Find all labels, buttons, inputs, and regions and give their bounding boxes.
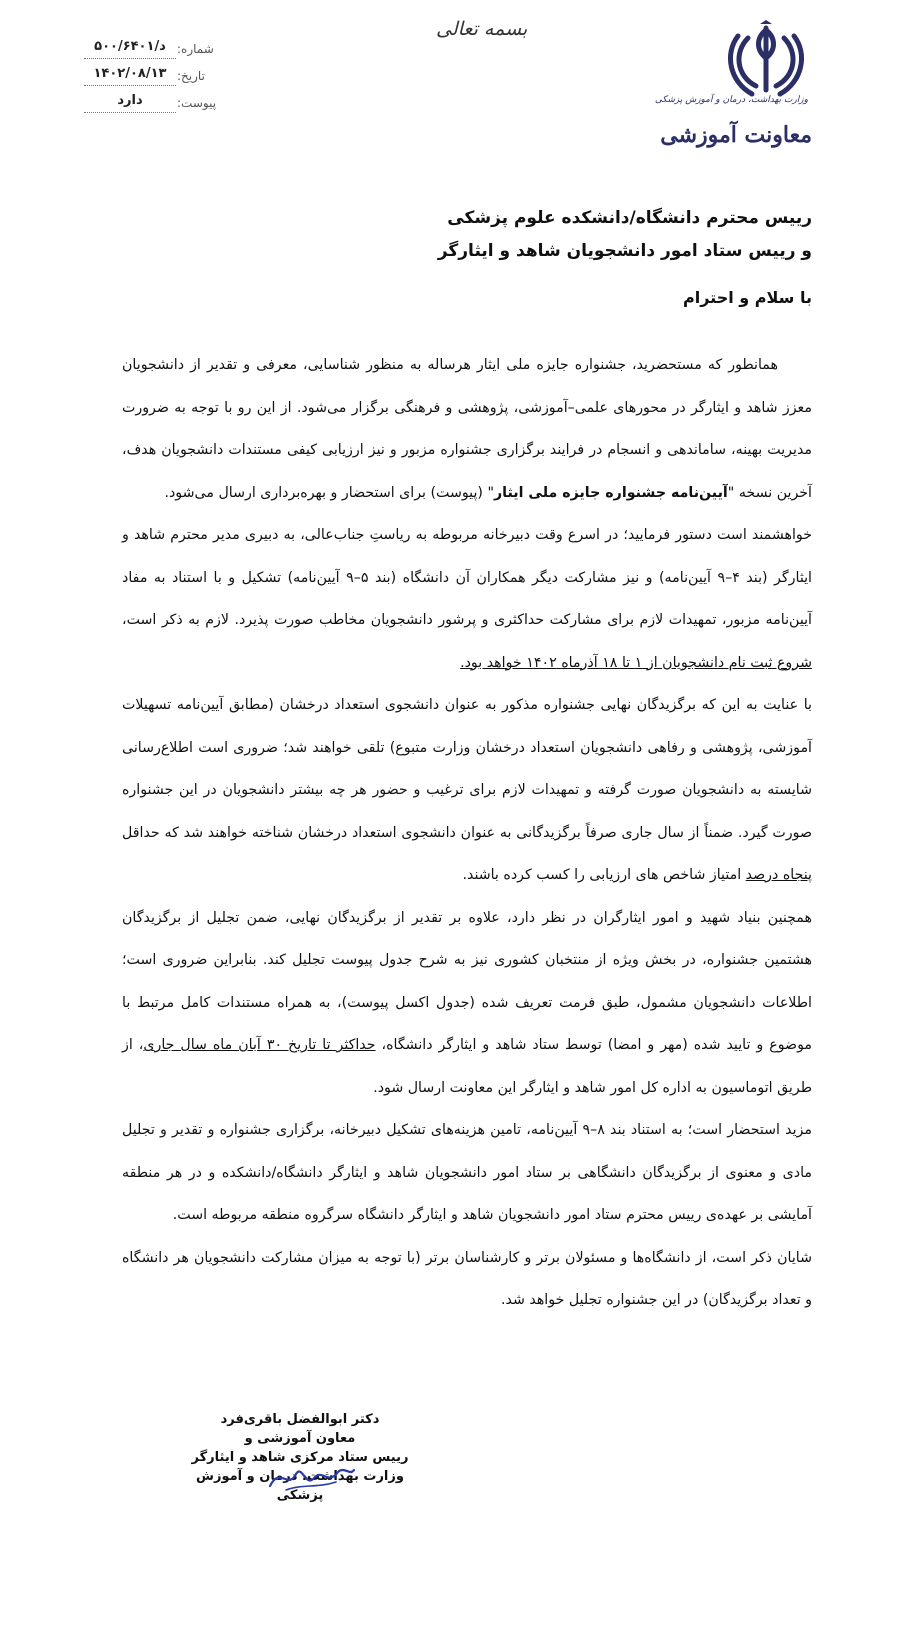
paragraph-2: [122, 514, 812, 684]
paragraph-4: [122, 897, 812, 1110]
signer-name: دکتر ابوالفضل باقری‌فرد: [220, 1412, 380, 1427]
meta-date-value: ۱۴۰۲/۰۸/۱۳: [84, 63, 176, 86]
registration-dates: شروع ثبت نام دانشجویان از ۱ تا ۱۸ آذرماه ۱۴۰۲ خواهد بود.: [460, 654, 812, 671]
greeting: با سلام و احترام: [683, 288, 812, 307]
regulation-title: آیین‌نامه جشنواره جایزه ملی ایثار: [493, 484, 728, 501]
deadline-note: حداکثر تا تاریخ ۳۰ آبان ماه سال جاری: [143, 1037, 376, 1053]
deputy-name: معاونت آموزشی: [660, 122, 812, 148]
iran-emblem-icon: [726, 20, 806, 100]
letter-body: [122, 344, 812, 1322]
meta-number: [84, 36, 224, 63]
meta-attachment: [84, 90, 224, 117]
paragraph-5: مزید استحضار است؛ به استناد بند ۸–۹ آیین‌نامه، تامین هزینه‌های تشکیل دبیرخانه، برگزاری جشنواره و تقدیر و تجلیل مادی و معنوی از برگزیدگان دانشگاهی بر ستاد امور دانشجویان شاهد و ایثارگر دانشگاه/دانشکده و در هر منطقه آمایشی بر عهده‌ی رییس محترم ستاد امور دانشجویان شاهد و ایثارگر دانشگاه سرگروه منطقه مربوطه است.: [122, 1122, 812, 1223]
fifty-percent-note: پنجاه درصد: [745, 867, 812, 883]
signature-scribble-icon: [266, 1460, 356, 1494]
paragraph-3-text-b: امتیاز شاخص های ارزیابی را کسب کرده باشند.: [462, 867, 746, 883]
letter-meta: [84, 36, 224, 117]
meta-date: [84, 63, 224, 90]
meta-attachment-value: دارد: [84, 90, 176, 113]
paragraph-1: [122, 344, 812, 514]
paragraph-4-text-b: ، از طریق اتوماسیون به اداره کل امور شاهد و ایثارگر این معاونت ارسال شود.: [122, 1037, 812, 1096]
addressee-line-2: و رییس ستاد امور دانشجویان شاهد و ایثارگر: [437, 241, 812, 261]
paragraph-4-text-a: همچنین بنیاد شهید و امور ایثارگران در نظر دارد، علاوه بر تقدیر از برگزیدگان نهایی، ضمن تجلیل از برگزیدگان هشتمین جشنواره، در بخش ویژه از منتخبان کشوری نیز به شرح جدول پیوست تجلیل کند. بنابراین ضروری است؛ اطلاعات دانشجویان مشمول، طبق فرمت تعریف شده (جدول اکسل پیوست)، به همراه مستندات کامل مرتبط با موضوع و تایید شده (مهر و امضا) توسط ستاد شاهد و ایثارگر دانشگاه،: [122, 909, 812, 1053]
meta-date-label: تاریخ:: [177, 69, 205, 83]
ministry-name: وزارت بهداشت، درمان و آموزش پزشکی: [654, 95, 808, 105]
meta-number-value: د/۵۰۰/۶۴۰۱: [84, 36, 176, 59]
meta-attachment-label: پیوست:: [177, 96, 217, 110]
signer-title-3: وزارت بهداشت، درمان و آموزش پزشکی: [196, 1469, 404, 1503]
paragraph-1-text-b: " (پیوست) برای استحضار و بهره‌برداری ارسال می‌شود.: [164, 484, 494, 501]
paragraph-6: شایان ذکر است، از دانشگاه‌ها و مسئولان برتر و کارشناسان برتر (با توجه به میزان مشارکت دانشجویان هر دانشگاه و تعداد برگزیدگان) در این جشنواره تجلیل خواهد شد.: [122, 1249, 812, 1308]
paragraph-3-text-a: با عنایت به این که برگزیدگان نهایی جشنواره مذکور به عنوان دانشجوی استعداد درخشان (مطابق آیین‌نامه تسهیلات آموزشی، پژوهشی و رفاهی دانشجویان استعداد درخشان وزارت متبوع) تلقی خواهند شد؛ ضروری است اطلاع‌رسانی شایسته به دانشجویان صورت گرفته و تمهیدات لازم برای ترغیب و حضور هر چه بیشتر دانشجویان در این جشنواره صورت گیرد. ضمناً از سال جاری صرفاً برگزیدگانی به عنوان دانشجوی استعداد درخشان شناخته خواهند شد که حداقل: [122, 697, 812, 841]
paragraph-3: [122, 684, 812, 897]
signer-title-2: رییس ستاد مرکزی شاهد و ایثارگر: [191, 1450, 409, 1465]
bismillah-heading: بسمه تعالی: [436, 18, 528, 40]
addressee: [92, 202, 812, 268]
signer-title-1: معاون آموزشی و: [244, 1431, 356, 1446]
paragraph-2-text: خواهشمند است دستور فرمایید؛ در اسرع وقت دبیرخانه مربوطه به ریاستِ جناب‌عالی، به دبیری مدیر محترم شاهد و ایثارگر (بند ۴–۹ آیین‌نامه) و نیز مشارکت دیگر همکاران آن دانشگاه (بند ۵–۹ آیین‌نامه) تشکیل و با استناد به مفاد آیین‌نامه مزبور، تمهیدات لازم برای مشارکت حداکثری و پرشور دانشجویان مخاطب صورت پذیرد. لازم به ذکر است،: [122, 527, 812, 628]
meta-number-label: شماره:: [177, 42, 214, 56]
addressee-line-1: رییس محترم دانشگاه/دانشکده علوم پزشکی: [447, 208, 812, 228]
paragraph-1-text-a: همانطور که مستحضرید، جشنواره جایزه ملی ایثار هرساله به منظور شناسایی، معرفی و تقدیر از دانشجویان معزز شاهد و ایثارگر در محورهای علمی–آموزشی، پژوهشی و فرهنگی برگزار می‌شود. از این رو با توجه به ضرورت مدیریت بهینه، ساماندهی و انسجام در فرایند برگزاری جشنواره مزبور و نیز ارزیابی کیفی مستندات دانشجویان هدف، آخرین نسخه ": [122, 357, 812, 501]
